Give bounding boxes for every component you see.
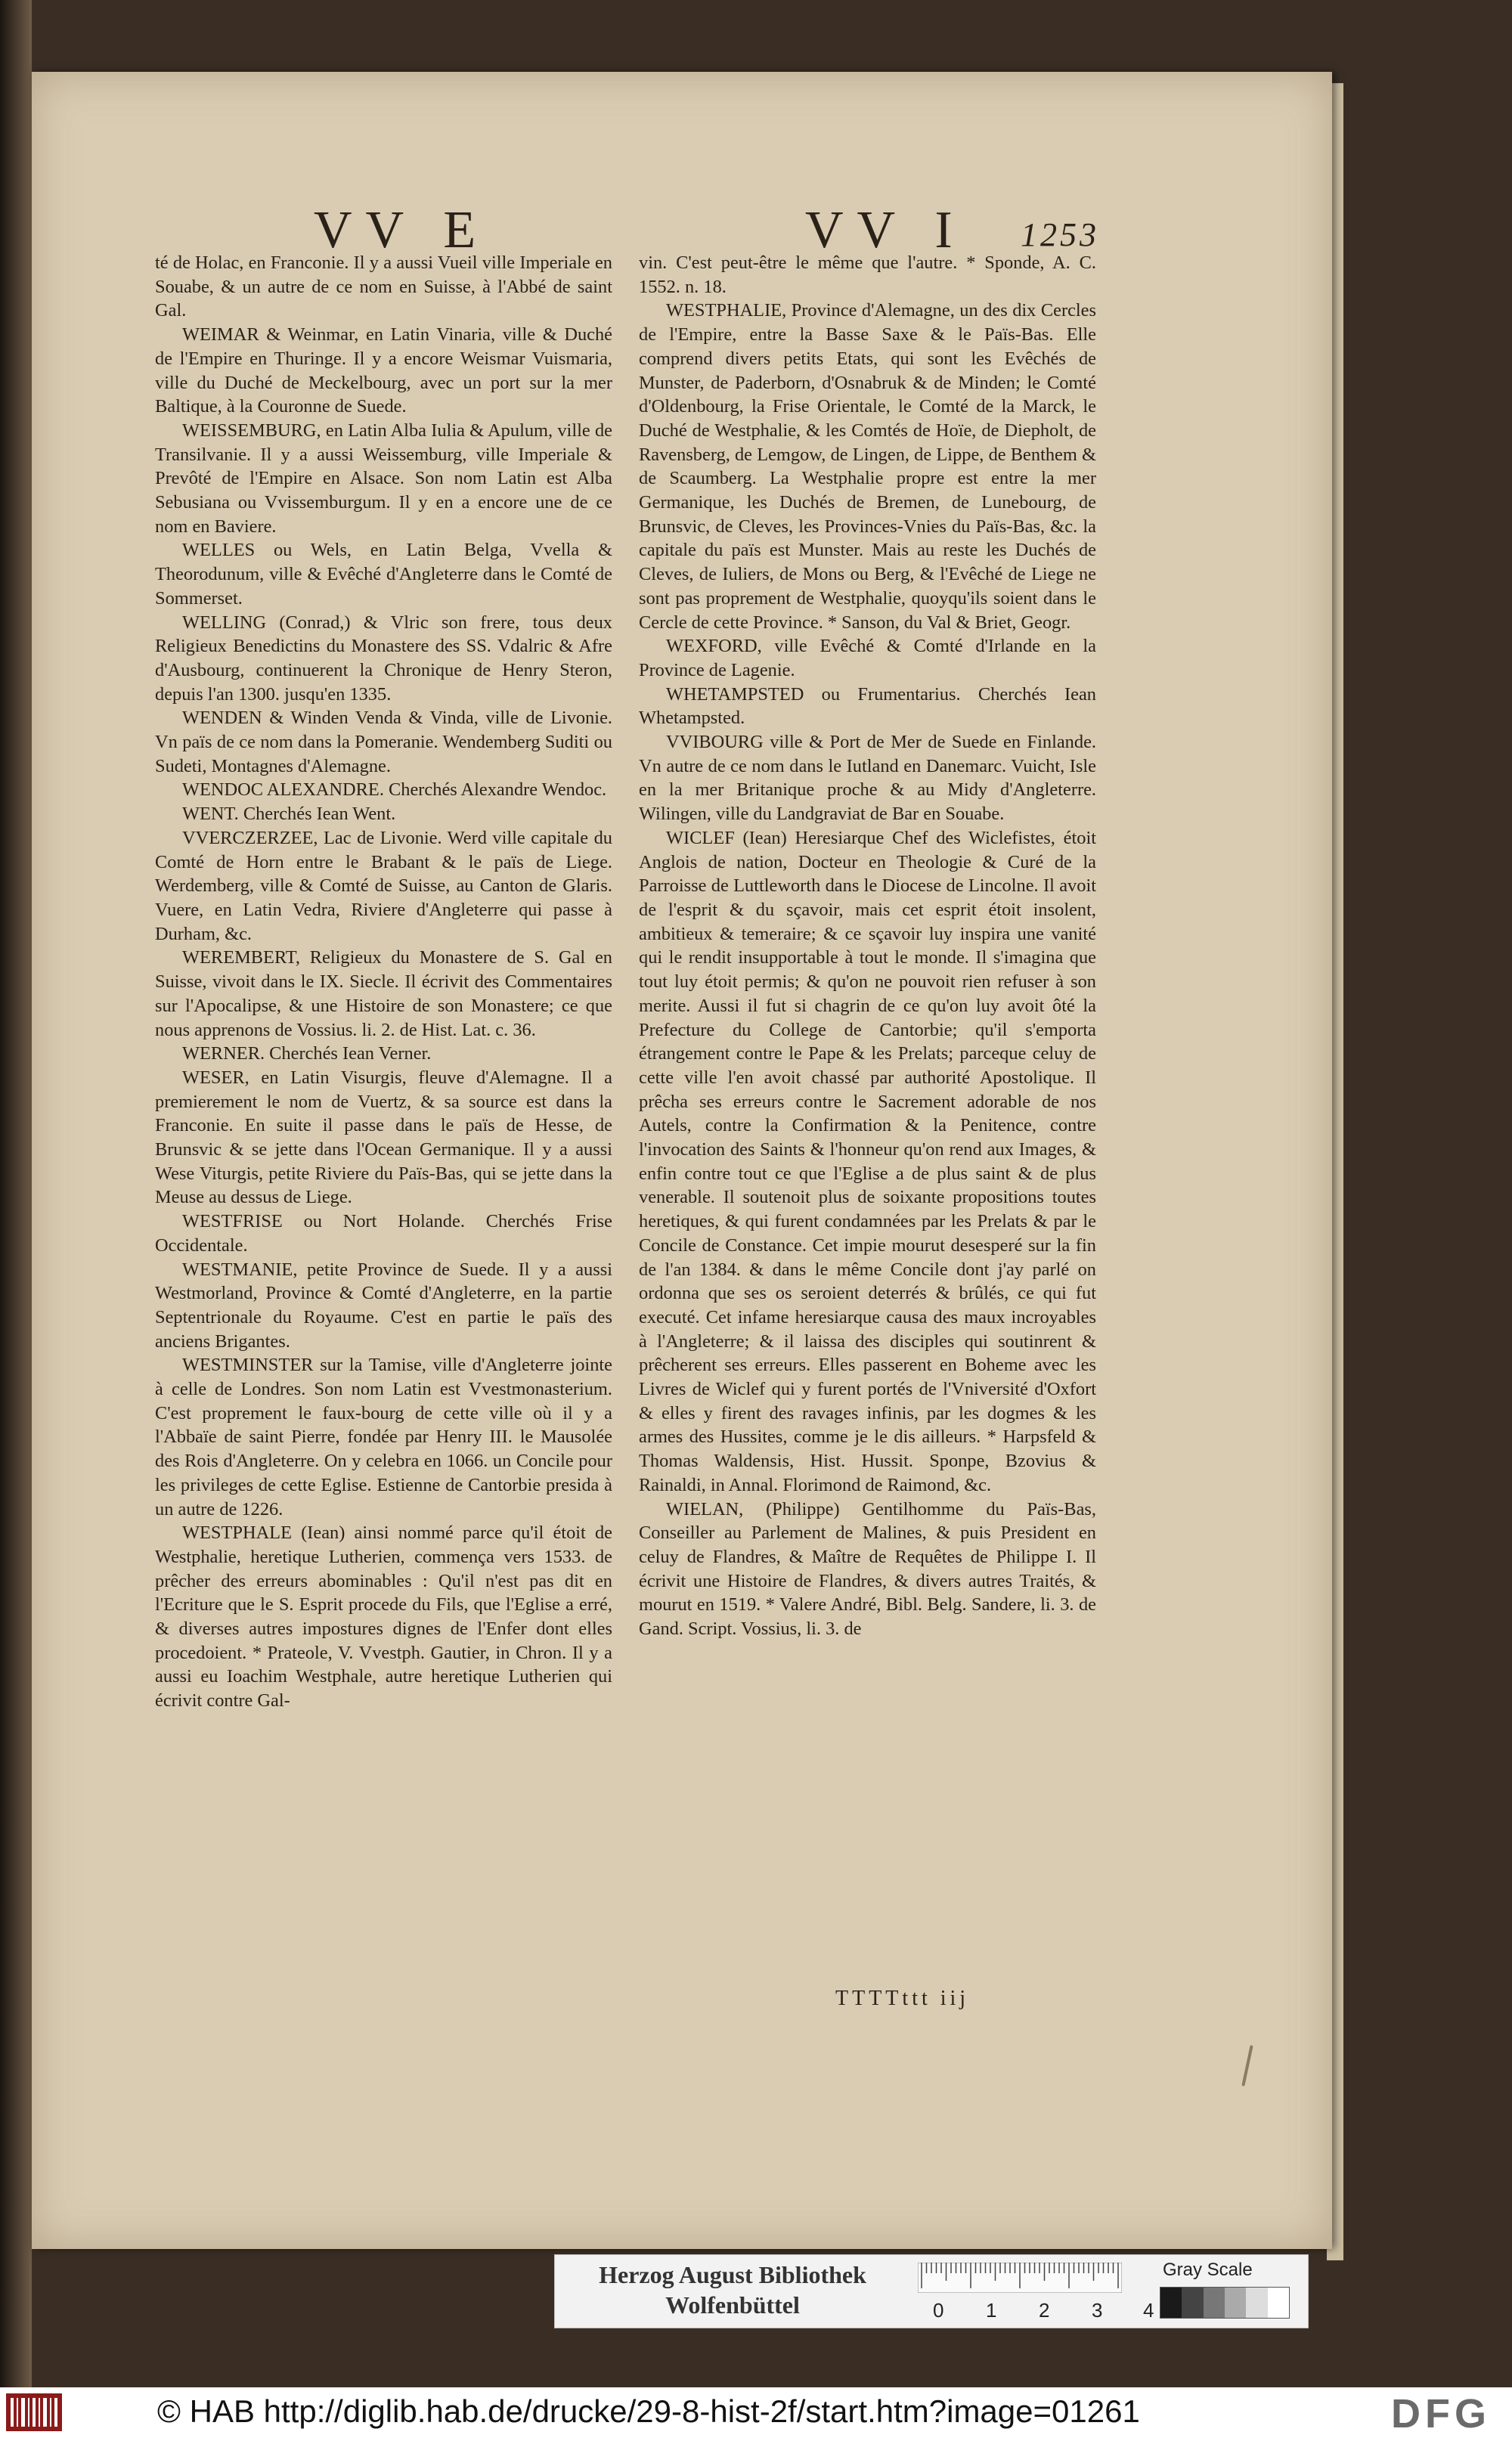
ruler-number: 2	[1039, 2299, 1050, 2322]
dictionary-entry: WESTMINSTER sur la Tamise, ville d'Angleterre jointe à celle de Londres. Son nom Latin est Vvestmonasterium. C'est proprement le faux-bourg de cette ville où il y a l'Abbaïe de saint Pierre, fondée par Henry III. le Mausolée des Rois d'Angleterre. On y celebra en 1066. un Concile pour les privileges de cette Eglise. Estienne de Cantorbie presida à un autre de 1226.	[155, 1355, 612, 1519]
ruler-number: 3	[1092, 2299, 1103, 2322]
gray-scale-label: Gray Scale	[1163, 2260, 1253, 2280]
dictionary-entry: WEXFORD, ville Evêché & Comté d'Irlande en la Province de Lagenie.	[639, 636, 1096, 680]
dictionary-entry: WEREMBERT, Religieux du Monastere de S. Gal en Suisse, vivoit dans le IX. Siecle. Il écrivit des Commentaires sur l'Apocalipse, & une Histoire de son Monastere; ce que nous apprenons de Vossius. li. 2. de Hist. Lat. c. 36.	[155, 947, 612, 1040]
gray-swatch	[1160, 2288, 1182, 2318]
library-city: Wolfenbüttel	[665, 2291, 800, 2319]
dictionary-entry: WELLING (Conrad,) & Vlric son frere, tous deux Religieux Benedictins du Monastere des SS. Vdalric & Afre d'Ausbourg, continuerent la Chronique de Henry Steron, depuis l'an 1300. jusqu'en 1335.	[155, 612, 612, 705]
dictionary-entry: WICLEF (Iean) Heresiarque Chef des Wiclefistes, étoit Anglois de nation, Docteur en Theologie & Curé de la Parroisse de Luttleworth dans le Diocese de Lincolne. Il avoit de l'esprit & du sçavoir, mais cet esprit étoit insolent, ambitieux & temeraire; & ce sçavoir luy inspira une vanité qui le rendit insupportable à tout le monde. Il s'imagina que tout luy étoit permis; & qu'on ne pouvoit rien refuser à son merite. Aussi il fut si chagrin de ce qu'on luy avoit ôté la Prefecture du College de Cantorbie; qu'il s'emporta étrangement contre le Pape & les Prelats; parceque celuy de cette ville l'en avoit chassé par authorité Apostolique. Il prêcha ses erreurs contre le Sacrement adorable de nos Autels, contre la Confirmation & la Penitence, contre l'invocation des Saints & l'honneur qu'on rend aux Images, & enfin contre tout ce que l'Eglise a de plus saint & de plus venerable. Il soutenoit plus de soixante propositions toutes heretiques, & qui furent condamnées par les Prelats & par le Concile de Constance. Cet impie mourut desesperé sur la fin de l'an 1384. & dans le même Concile dont j'ay parlé on ordonna que ses os seroient deterrés & brûlés, ce qui fut executé. Cet infame heresiarque causa des maux incroyables à l'Angleterre; & il laissa des disciples qui soutinrent & prêcherent ses erreurs. Elles passerent en Boheme avec les Livres de Wiclef qui y furent portés de l'Vniversité d'Oxfort & elles y firent des ravages infinis, par les dogmes & les armes des Hussites, comme je le dis ailleurs. * Harpsfeld & Thomas Waldensis, Hist. Hussit. Sponpe, Bzovius & Rainaldi, in Annal. Florimond de Raimond, &c.	[639, 827, 1096, 1495]
dictionary-entry: WHETAMPSTED ou Frumentarius. Cherchés Iean Whetampsted.	[639, 683, 1096, 729]
signature-mark: TTTTttt iij	[835, 1987, 970, 2010]
dictionary-entry: WESTPHALE (Iean) ainsi nommé parce qu'il étoit de Westphalie, heretique Lutherien, commença vers 1533. de prêcher des erreurs abominables : Qu'il n'est pas dit en l'Ecriture que le S. Esprit procede du Fils, que l'Eglise a erré, & diverses autres impostures dignes de l'Enfer dont elles procedoient. * Prateole, V. Vvestph. Gautier, in Chron. Il y a aussi eu Ioachim Westphale, autre heretique Lutherien qui écrivit contre Gal-	[155, 1523, 612, 1712]
dictionary-entry: WESTPHALIE, Province d'Alemagne, un des dix Cercles de l'Empire, entre la Basse Saxe & le Païs-Bas. Elle comprend divers petits Etats, qui sont les Evêchés de Munster, de Paderborn, d'Osnabruk & de Minden; le Comté d'Oldenbourg, la Frise Orientale, le Comté de la Marck, le Duché de Westphalie, & les Comtés de Hoïe, de Diepholt, de Ravensberg, de Lemgow, de Lingen, de Lippe, de Benthem & de Scaumberg. La Westphalie propre est entre la mer Germanique, les Duchés de Bremen, de Lunebourg, de Brunsvic, de Cleves, les Provinces-Vnies du Païs-Bas, &c. la capitale du païs est Munster. Mais au reste les Duchés de Cleves, de Iuliers, de Mons ou Berg, & l'Evêché de Liege ne sont pas proprement de Westphalie, quoyqu'ils soient dans le Cercle de cette Province. * Sanson, du Val & Briet, Geogr.	[639, 300, 1096, 633]
gray-swatch	[1246, 2288, 1267, 2318]
gray-scale-swatches	[1160, 2287, 1290, 2319]
left-text-column	[155, 251, 612, 1982]
dictionary-entry: WENT. Cherchés Iean Went.	[182, 804, 396, 825]
dfg-logo: DFG	[1391, 2391, 1491, 2436]
ruler-number: 4	[1143, 2299, 1154, 2322]
dictionary-entry: WENDEN & Winden Venda & Vinda, ville de Livonie. Vn païs de ce nom dans la Pomeranie. Wendemberg Suditi ou Sudeti, Montagnes d'Alemagne.	[155, 708, 612, 776]
running-head-center: VV I	[805, 201, 966, 259]
dictionary-entry: WIELAN, (Philippe) Gentilhomme du Païs-Bas, Conseiller au Parlement de Malines, & puis President en celuy de Flandres, & Maître de Requêtes de Philippe I. Il écrivit une Histoire de Flandres, & divers autres Traités, & mourut en 1519. * Valere André, Bibl. Belg. Sandere, li. 3. de Gand. Script. Vossius, li. 3. de	[639, 1498, 1096, 1640]
ruler-icon	[918, 2263, 1122, 2293]
dictionary-entry: WELLES ou Wels, en Latin Belga, Vvella & Theorodunum, ville & Evêché d'Angleterre dans le Comté de Sommerset.	[155, 540, 612, 609]
library-name: Herzog August Bibliothek	[599, 2261, 866, 2288]
book-spine-edge	[0, 0, 32, 2438]
hab-barcode-icon	[6, 2393, 62, 2431]
dictionary-entry: WEISSEMBURG, en Latin Alba Iulia & Apulum, ville de Transilvanie. Il y a aussi Weissemburg, ville Imperiale & Prevôté de l'Empire en Alsace. Son nom Latin est Alba Sebusiana ou Vvissemburgum. Il y en a encore une de ce nom en Baviere.	[155, 420, 612, 537]
gray-swatch	[1268, 2288, 1289, 2318]
dictionary-entry: WESTFRISE ou Nort Holande. Cherchés Frise Occidentale.	[155, 1211, 612, 1256]
dictionary-entry: WEIMAR & Weinmar, en Latin Vinaria, ville & Duché de l'Empire en Thuringe. Il y a encore Weismar Vuismaria, ville du Duché de Meckelbourg, avec un port sur la mer Baltique, à la Couronne de Suede.	[155, 324, 612, 417]
credit-text: © HAB http://diglib.hab.de/drucke/29-8-hist-2f/start.htm?image=01261	[157, 2393, 1140, 2429]
gray-swatch	[1182, 2288, 1203, 2318]
page-number: 1253	[1021, 216, 1099, 253]
dictionary-entry: WESER, en Latin Visurgis, fleuve d'Alemagne. Il a premierement le nom de Vuertz, & sa source est dans la Franconie. En suite il passe dans le païs de Hesse, de Brunsvic & se jette dans l'Ocean Germanique. Il y a aussi Wese Viturgis, petite Riviere du Païs-Bas, qui se jette dans la Meuse au dessus de Liege.	[155, 1067, 612, 1208]
ruler-number: 1	[986, 2299, 997, 2322]
dictionary-entry: WENDOC ALEXANDRE. Cherchés Alexandre Wendoc.	[182, 779, 607, 801]
dictionary-entry: WERNER. Cherchés Iean Verner.	[182, 1043, 432, 1064]
credit-bar	[0, 2387, 1512, 2438]
dictionary-entry: WESTMANIE, petite Province de Suede. Il y a aussi Westmorland, Province & Comté d'Angleterre, en la partie Septentrionale du Royaume. C'est en partie le païs des anciens Brigantes.	[155, 1259, 612, 1352]
dictionary-entry: té de Holac, en Franconie. Il y a aussi Vueil ville Imperiale en Souabe, & un autre de ce nom en Suisse, à l'Abbé de saint Gal.	[155, 252, 612, 321]
dictionary-entry: VVERCZERZEE, Lac de Livonie. Werd ville capitale du Comté de Horn entre le Brabant & le païs de Liege. Werdemberg, ville & Comté de Suisse, au Canton de Glaris. Vuere, en Latin Vedra, Riviere d'Angleterre qui passe à Durham, &c.	[155, 827, 612, 944]
dictionary-entry: vin. C'est peut-être le même que l'autre. * Sponde, A. C. 1552. n. 18.	[639, 252, 1096, 297]
gray-swatch	[1204, 2288, 1225, 2318]
right-text-column	[639, 251, 1096, 1958]
gray-swatch	[1225, 2288, 1246, 2318]
dictionary-entry: VVIBOURG ville & Port de Mer de Suede en Finlande. Vn autre de ce nom dans le Iutland en Danemarc. Vuicht, Isle en la mer Britanique proche & au Midy d'Angleterre. Wilingen, ville du Landgraviat de Bar en Souabe.	[639, 732, 1096, 825]
running-head-left: VV E	[314, 201, 490, 259]
ruler-number: 0	[933, 2299, 944, 2322]
library-color-bar	[554, 2254, 1309, 2328]
